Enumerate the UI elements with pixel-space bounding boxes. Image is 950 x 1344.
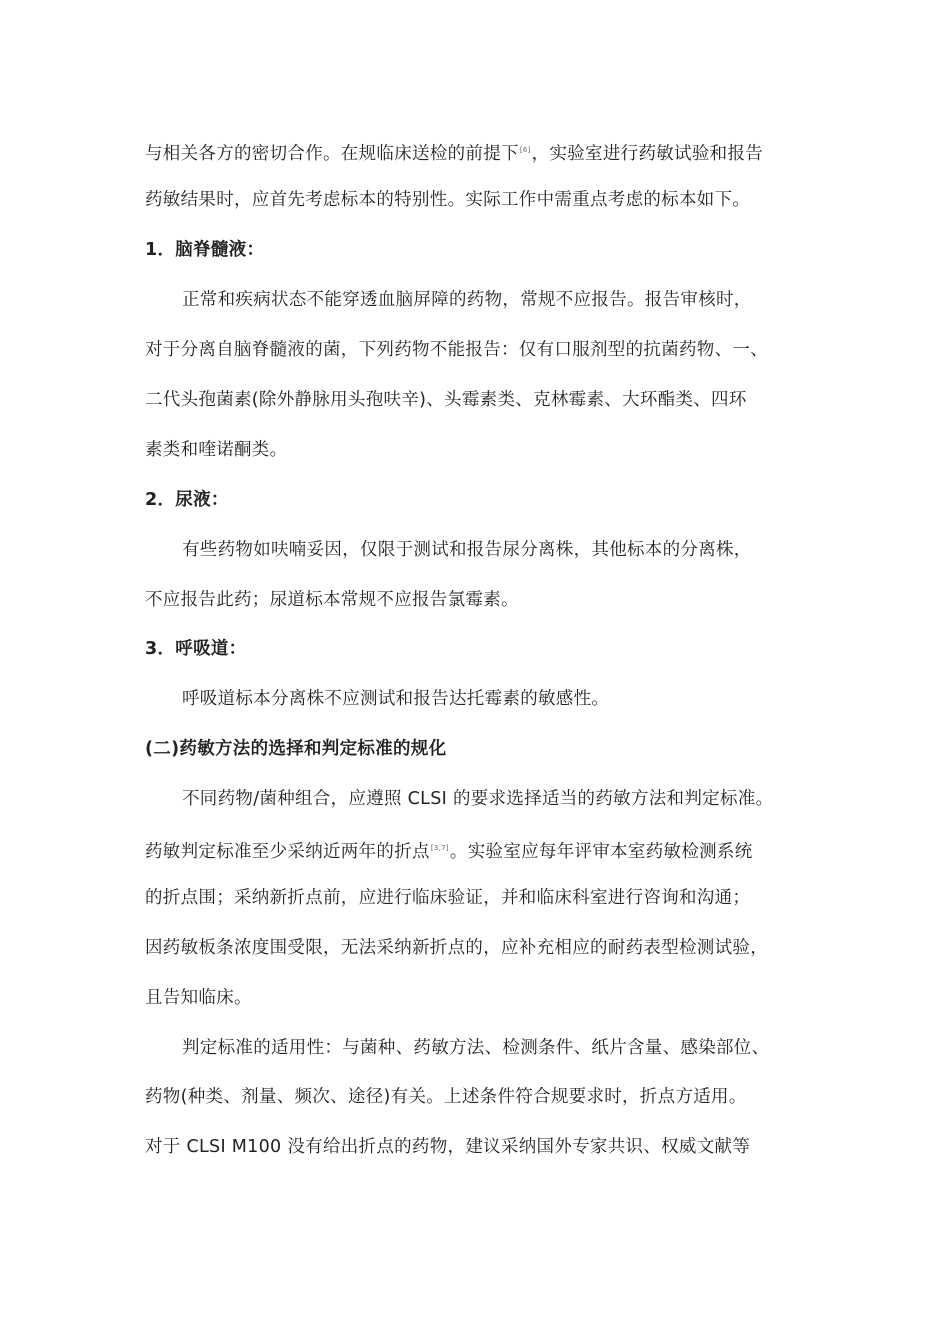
- citation-ref: [6]: [519, 146, 531, 154]
- text-segment: 。实验室应每年评审本室药敏检测系统: [449, 842, 753, 862]
- text-segment: 药敏判定标准至少采纳近两年的折点: [145, 842, 430, 862]
- paragraph-line: 素类和喹诺酮类。: [145, 440, 288, 460]
- paragraph-line: 二代头孢菌素(除外静脉用头孢呋辛)、头霉素类、克林霉素、大环酯类、四环: [145, 390, 747, 410]
- section-heading-methods: (二)药敏方法的选择和判定标准的规化: [145, 739, 447, 759]
- paragraph-line: 不应报告此药；尿道标本常规不应报告氯霉素。: [145, 590, 519, 610]
- paragraph-line: 药敏结果时，应首先考虑标本的特别性。实际工作中需重点考虑的标本如下。: [145, 190, 751, 210]
- citation-ref: [3,7]: [430, 844, 449, 852]
- paragraph-line: 呼吸道标本分离株不应测试和报告达托霉素的敏感性。: [182, 689, 610, 709]
- paragraph-line: 对于 CLSI M100 没有给出折点的药物，建议采纳国外专家共识、权威文献等: [145, 1137, 751, 1157]
- paragraph-line: [145, 836, 753, 860]
- paragraph-line: 有些药物如呋喃妥因，仅限于测试和报告尿分离株，其他标本的分离株，: [182, 540, 752, 560]
- paragraph-line: 因药敏板条浓度围受限，无法采纳新折点的，应补充相应的耐药表型检测试验，: [145, 938, 768, 958]
- paragraph-line: 对于分离自脑脊髓液的菌，下列药物不能报告：仅有口服剂型的抗菌药物、一、: [145, 340, 768, 360]
- paragraph-line: 且告知临床。: [145, 988, 252, 1008]
- paragraph-line: 的折点围；采纳新折点前，应进行临床验证，并和临床科室进行咨询和沟通；: [145, 888, 751, 908]
- paragraph-line: [145, 138, 763, 162]
- text-segment: 与相关各方的密切合作。在规临床送检的前提下: [145, 144, 519, 164]
- text-segment: ，实验室进行药敏试验和报告: [531, 144, 764, 164]
- section-heading-respiratory: 3．呼吸道：: [145, 639, 247, 659]
- paragraph-line: 药物(种类、剂量、频次、途径)有关。上述条件符合规要求时，折点方适用。: [145, 1087, 747, 1107]
- paragraph-line: 判定标准的适用性：与菌种、药敏方法、检测条件、纸片含量、感染部位、: [182, 1038, 770, 1058]
- section-heading-urine: 2．尿液：: [145, 490, 229, 510]
- paragraph-line: 正常和疾病状态不能穿透血脑屏障的药物，常规不应报告。报告审核时，: [182, 290, 752, 310]
- section-heading-csf: 1．脑脊髓液：: [145, 240, 265, 260]
- paragraph-line: 不同药物/菌种组合，应遵照 CLSI 的要求选择适当的药敏方法和判定标准。: [182, 789, 774, 809]
